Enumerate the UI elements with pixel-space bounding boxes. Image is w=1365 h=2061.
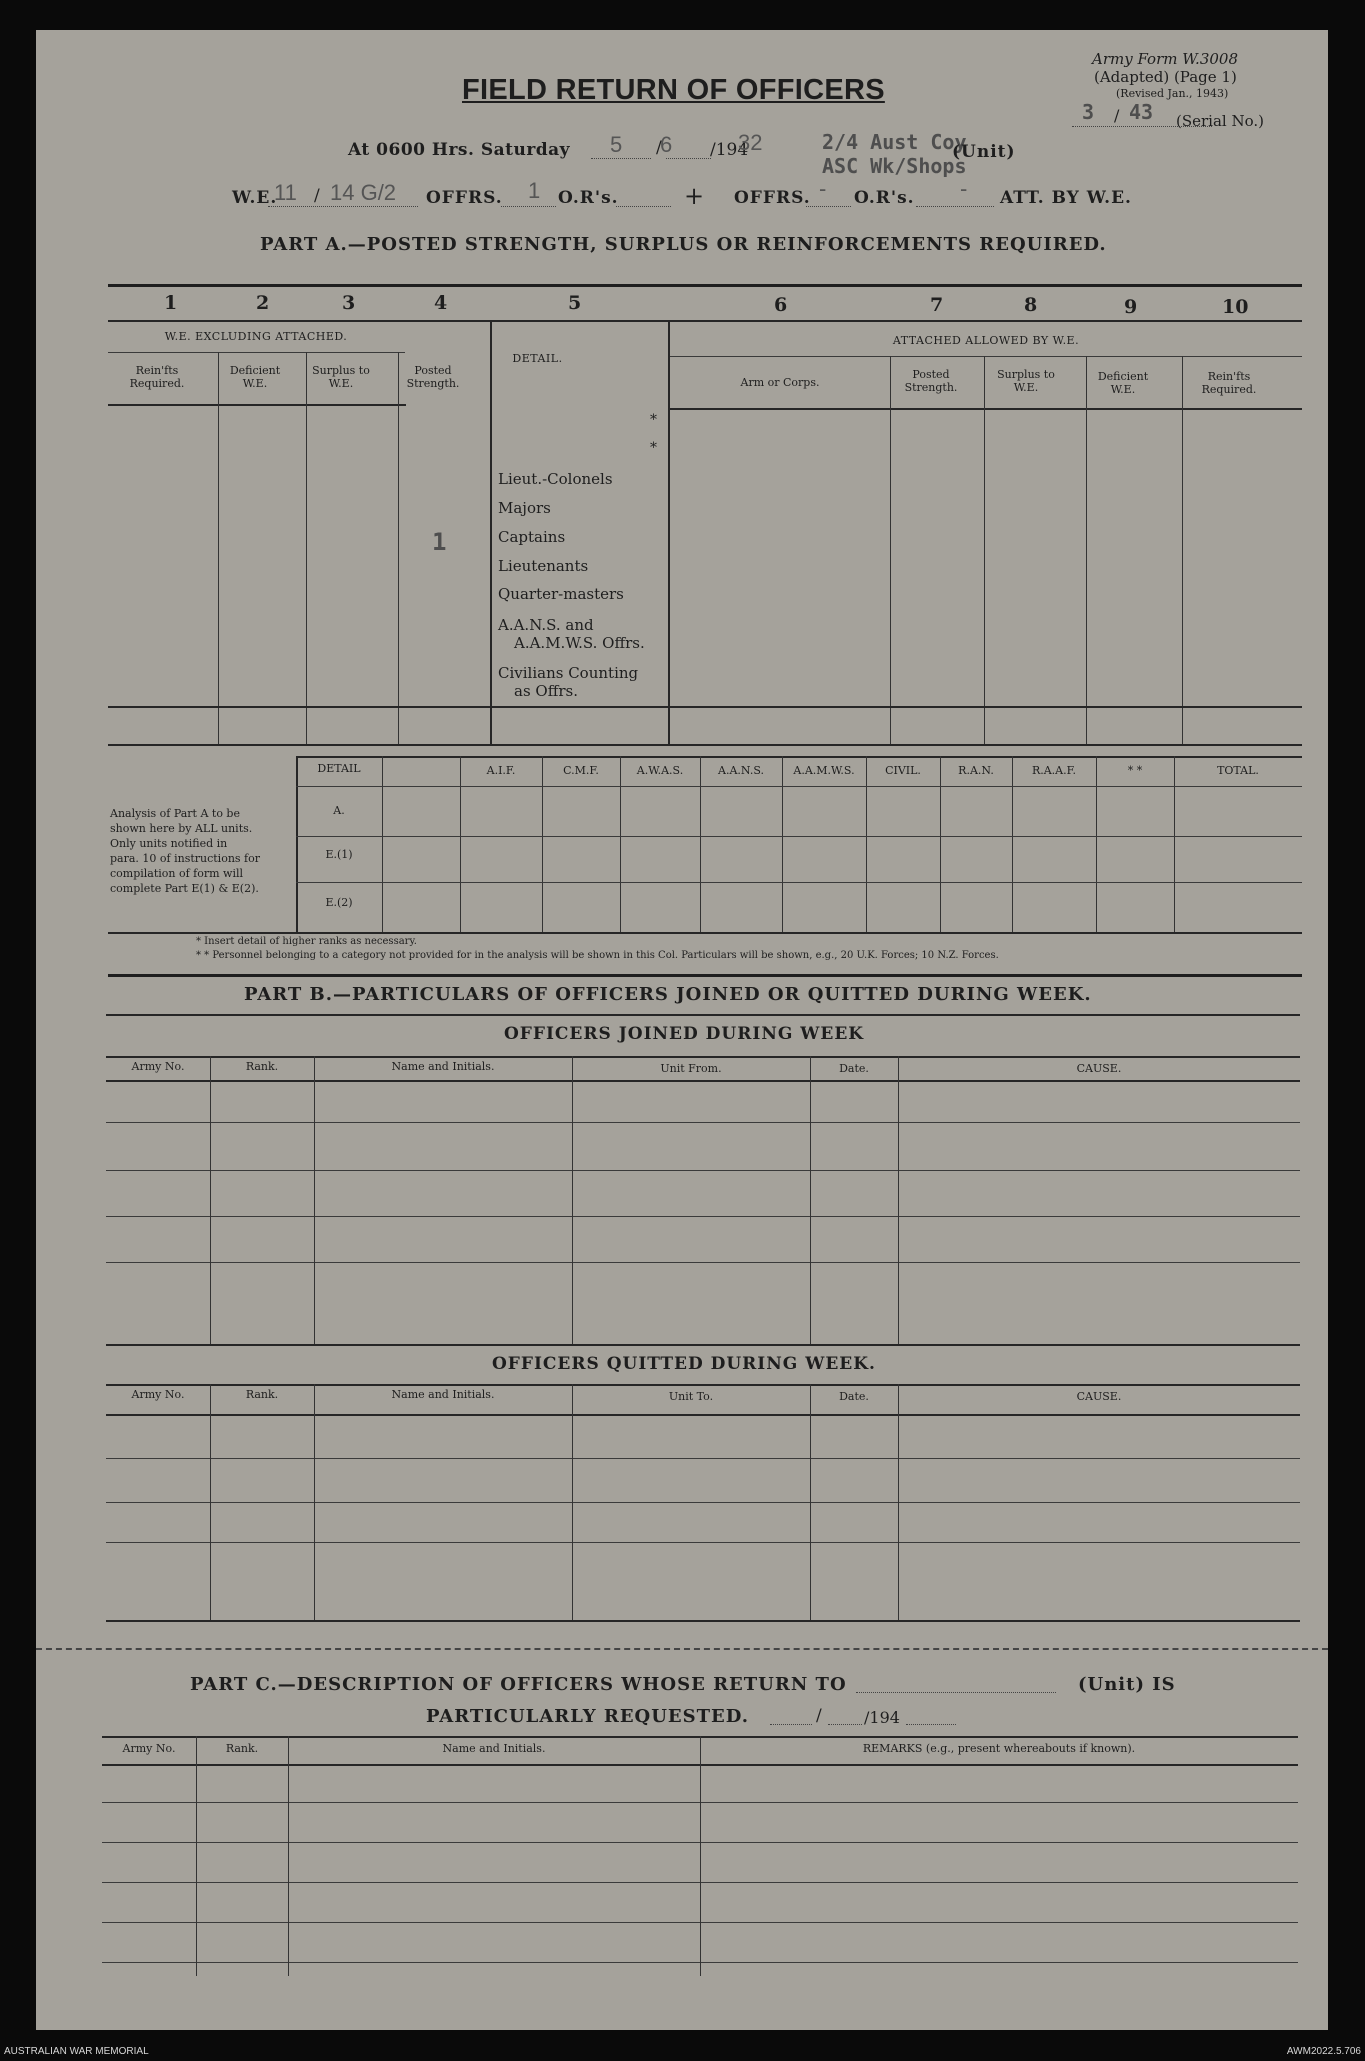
- rank-aans-line2: A.A.M.W.S. Offrs.: [514, 634, 645, 652]
- we-excluding-attached-header: W.E. EXCLUDING ATTACHED.: [164, 330, 348, 343]
- unit-typed-line-2: ASC Wk/Shops: [822, 154, 967, 178]
- col-number: 1: [164, 292, 178, 314]
- surplus-to-we-header: Surplus to W.E.: [312, 364, 370, 390]
- joined-col-cause: CAUSE.: [1076, 1062, 1122, 1075]
- return-year-suffix: 32: [738, 130, 763, 155]
- analysis-detail-header: DETAIL: [317, 762, 361, 775]
- form-adapted: (Adapted) (Page 1): [1094, 68, 1237, 86]
- att-deficient-header: Deficient W.E.: [1097, 370, 1149, 396]
- col-number: 8: [1024, 294, 1038, 316]
- analysis-row-a: A.: [333, 804, 345, 817]
- analysis-row-e1: E.(1): [325, 848, 353, 861]
- att-by-we-label: ATT. BY W.E.: [1000, 188, 1132, 208]
- quitted-heading: OFFICERS QUITTED DURING WEEK.: [492, 1354, 876, 1374]
- part-c-heading-line1: PART C.—DESCRIPTION OF OFFICERS WHOSE RETURN TO: [190, 1674, 847, 1695]
- footer-source: AUSTRALIAN WAR MEMORIAL: [4, 2046, 149, 2057]
- rank-lieutenants: Lieutenants: [498, 557, 589, 575]
- serial-value-a: 3: [1082, 100, 1095, 124]
- unit-typed-line-1: 2/4 Aust Coy: [822, 130, 967, 154]
- return-time: At 0600 Hrs. Saturday: [348, 140, 571, 160]
- detail-header: DETAIL.: [512, 352, 563, 365]
- footnote-double-asterisk: * * Personnel belonging to a category not provided for in the analysis will be shown in this Col. Particulars will be shown, e.g., 20 U.K. Forces; 10 N.Z. Forces.: [196, 950, 999, 961]
- quitted-col-unit-to: Unit To.: [668, 1390, 714, 1403]
- form-title: FIELD RETURN OF OFFICERS: [462, 74, 885, 106]
- rank-civilians-line1: Civilians Counting: [498, 664, 639, 682]
- offrs-att-label: OFFRS.: [734, 188, 811, 208]
- joined-col-name: Name and Initials.: [391, 1060, 495, 1073]
- form-revised: (Revised Jan., 1943): [1116, 87, 1229, 100]
- footer-reference: AWM2022.5.706: [1286, 2046, 1361, 2057]
- rank-aans-line1: A.A.N.S. and: [498, 616, 594, 634]
- form-number: Army Form W.3008: [1092, 50, 1238, 68]
- attached-allowed-header: ATTACHED ALLOWED BY W.E.: [892, 334, 1080, 347]
- att-reinfts-header: Rein'fts Required.: [1201, 370, 1257, 396]
- ors-label: O.R's.: [558, 188, 619, 208]
- analysis-col-civil: CIVIL.: [885, 764, 921, 777]
- rank-quartermasters: Quarter-masters: [498, 585, 624, 603]
- analysis-col-ran: R.A.N.: [958, 764, 994, 777]
- ors-att-label: O.R's.: [854, 188, 915, 208]
- return-month: 6: [660, 132, 673, 157]
- posted-strength-header: Posted Strength.: [406, 364, 460, 390]
- att-posted-strength-header: Posted Strength.: [904, 368, 958, 394]
- serial-label: (Serial No.): [1176, 112, 1264, 130]
- reinfts-required-header: Rein'fts Required.: [129, 364, 185, 390]
- part-a-heading: PART A.—POSTED STRENGTH, SURPLUS OR REINFORCEMENTS REQUIRED.: [260, 234, 1107, 255]
- footnote-single-asterisk: * Insert detail of higher ranks as necessary.: [196, 936, 417, 947]
- analysis-col-total: TOTAL.: [1217, 764, 1259, 777]
- we-value-1: 11: [274, 180, 297, 205]
- rank-lieut-colonels: Lieut.-Colonels: [498, 470, 613, 488]
- arm-or-corps-header: Arm or Corps.: [740, 376, 820, 389]
- part-c-col-rank: Rank.: [225, 1742, 259, 1755]
- offrs-att-value: -: [819, 176, 827, 201]
- joined-col-date: Date.: [839, 1062, 869, 1075]
- we-value-2: 14 G/2: [330, 180, 397, 205]
- joined-col-rank: Rank.: [245, 1060, 279, 1073]
- analysis-col-awas: A.W.A.S.: [636, 764, 684, 777]
- part-c-col-name: Name and Initials.: [442, 1742, 546, 1755]
- asterisk-row: *: [650, 440, 657, 456]
- serial-value-b: 43: [1129, 100, 1154, 124]
- we-label: W.E.: [232, 188, 278, 208]
- col-number: 3: [342, 292, 356, 314]
- rank-captains: Captains: [498, 528, 566, 546]
- col-number: 7: [930, 294, 944, 316]
- analysis-col-raaf: R.A.A.F.: [1031, 764, 1077, 777]
- rank-civilians-line2: as Offrs.: [514, 682, 578, 700]
- analysis-col-cmf: C.M.F.: [563, 764, 599, 777]
- rank-majors: Majors: [498, 499, 551, 517]
- analysis-note: Analysis of Part A to be shown here by ALL units. Only units notified in para. 10 of instructions for compilation of form will complete Part E(1) & E(2).: [110, 807, 261, 895]
- col-number: 5: [568, 292, 582, 314]
- quitted-col-rank: Rank.: [245, 1388, 279, 1401]
- asterisk-row: *: [650, 412, 657, 428]
- part-c-year: /194: [864, 1708, 900, 1727]
- joined-col-army-no: Army No.: [131, 1060, 185, 1073]
- offrs-label: OFFRS.: [426, 188, 503, 208]
- offrs-value: 1: [528, 178, 541, 203]
- col-number: 4: [434, 292, 448, 314]
- analysis-row-e2: E.(2): [325, 896, 353, 909]
- captains-posted-strength: 1: [432, 528, 447, 556]
- part-c-unit-label: (Unit) IS: [1078, 1674, 1176, 1695]
- col-number: 6: [774, 294, 788, 316]
- analysis-col-aamws: A.A.M.W.S.: [793, 764, 855, 777]
- analysis-col-other: * *: [1127, 764, 1143, 777]
- col-number: 2: [256, 292, 270, 314]
- part-b-heading: PART B.—PARTICULARS OF OFFICERS JOINED OR QUITTED DURING WEEK.: [244, 984, 1092, 1005]
- quitted-col-name: Name and Initials.: [391, 1388, 495, 1401]
- return-day: 5: [610, 132, 623, 157]
- joined-col-unit-from: Unit From.: [660, 1062, 722, 1075]
- quitted-col-army-no: Army No.: [131, 1388, 185, 1401]
- col-number: 9: [1124, 296, 1138, 318]
- part-c-col-remarks: REMARKS (e.g., present whereabouts if known).: [862, 1742, 1136, 1755]
- part-c-heading-line2: PARTICULARLY REQUESTED.: [426, 1706, 749, 1727]
- quitted-col-cause: CAUSE.: [1076, 1390, 1122, 1403]
- col-number: 10: [1222, 296, 1249, 318]
- joined-heading: OFFICERS JOINED DURING WEEK: [504, 1024, 865, 1044]
- ors-att-value: -: [960, 176, 968, 201]
- analysis-col-aans: A.A.N.S.: [718, 764, 764, 777]
- part-c-col-army-no: Army No.: [122, 1742, 176, 1755]
- quitted-col-date: Date.: [839, 1390, 869, 1403]
- unit-label: (Unit): [952, 142, 1016, 162]
- form-sheet: Army Form W.3008 (Adapted) (Page 1) (Revised Jan., 1943) 3 / 43 (Serial No.) FIELD RETURN OF OFFICERS At 0600 Hrs. Saturday 5 / 6 /194 32 2/4 Aust Coy ASC Wk/Shops (Unit) W.E. 11 / 14 G/2 OFFRS. 1 O.R's. + OFFRS. - O.R's. - ATT. BY W.E. PART A.—POSTED STRENGTH, SURPLUS OR REINFORCEMENTS REQUIRED. 1 2 3 4 5 6 7 8 9 10 W.E. EXCLUDING ATTACHED. ATTACHED ALLOWED BY W.E. DETAIL. Rein'fts Required. Deficient W.E. Surplus to W.E. Posted Strength. Arm or Corps. Posted Strength. Surplus to W.E. Deficient W.E. Rein'fts Required. * * Lieut.-Colonels Majors Captains Lieutenants Quarter-masters A.A.N.S. and A.A.M.W.S. Offrs. Civilians Counting as Offrs. 1 Analysis of Part A to be shown here by ALL units. Only units notified in para. 10 of instructions for compilation of form will complete Part E(1) & E(2). DETAIL A.I.F. C.M.F. A.W.A.S. A.A.N.S. A.A.M.W.S. CIVIL. R.A.N. R.A.A.F. * * TOTAL. A. E.(1) E.(2) * Insert detail of higher ranks as necessary. * * Personnel belonging to a category not provided for in the analysis will be shown in this Col. Particulars will be shown, e.g., 20 U.K. Forces; 10 N.Z. Forces. PART B.—PARTICULARS OF OFFICERS JOINED OR QUITTED DURING WEEK. OFFICERS JOINED DURING WEEK Army No. Rank. Name and Initials. Unit From. Date. CAUSE. OFFICERS QUITTED DURING WEEK. Army No. Rank. Name and Initials. Unit To. Date. CAUSE. PART C.—DESCRIPTION OF OFFICERS WHOSE RETURN TO (Unit) IS PARTICULARLY REQUESTED. / /194 Army No. Rank. Name and Initials. REMARKS (e.g., present whereabouts if known).: [36, 30, 1328, 2030]
- analysis-col-aif: A.I.F.: [486, 764, 516, 777]
- att-surplus-header: Surplus to W.E.: [997, 368, 1055, 394]
- return-year-prefix: /194: [710, 140, 749, 160]
- deficient-we-header: Deficient W.E.: [229, 364, 281, 390]
- plus-sign: +: [684, 182, 706, 210]
